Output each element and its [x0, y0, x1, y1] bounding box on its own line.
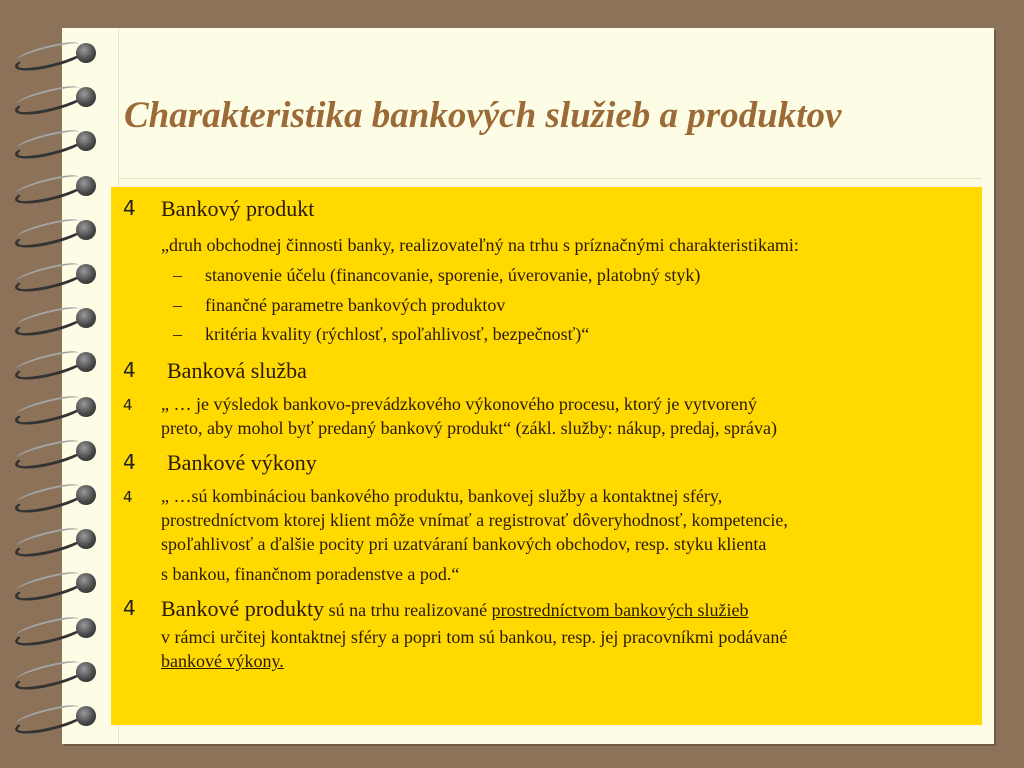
spiral-ring [6, 615, 106, 641]
sub-item-text: kritéria kvality (rýchlosť, spoľahlivosť, bezpečnosť)“ [205, 324, 590, 344]
book-icon: 4 [123, 596, 136, 620]
ring-hole [76, 43, 96, 63]
spiral-ring [6, 570, 106, 596]
ring-hole [76, 397, 96, 417]
ring-hole [76, 441, 96, 461]
book-icon: 4 [123, 396, 133, 414]
sub-item-text: finančné parametre bankových produktov [205, 295, 506, 315]
definition-text: „druh obchodnej činnosti banky, realizovateľný na trhu s príznačnými charakteristikami: [161, 235, 799, 255]
bullet-heading: Bankový produkt [161, 196, 315, 221]
ring-hole [76, 662, 96, 682]
spiral-ring [6, 173, 106, 199]
spiral-ring [6, 261, 106, 287]
book-icon: 4 [123, 196, 136, 220]
book-icon: 4 [123, 358, 136, 382]
ring-hole [76, 485, 96, 505]
ring-hole [76, 352, 96, 372]
ring-hole [76, 529, 96, 549]
book-icon: 4 [123, 488, 133, 506]
spiral-ring [6, 394, 106, 420]
ring-hole [76, 87, 96, 107]
spiral-ring [6, 217, 106, 243]
paragraph-text: sú na trhu realizované [324, 600, 492, 620]
bullet-heading: Bankové produkty [161, 596, 325, 621]
book-icon: 4 [123, 450, 136, 474]
spiral-ring [6, 40, 106, 66]
ring-hole [76, 264, 96, 284]
content-box [111, 187, 982, 725]
ring-hole [76, 220, 96, 240]
quote-line: s bankou, finančnom poradenstve a pod.“ [161, 564, 460, 584]
dash-marker: – [173, 265, 182, 285]
quote-line: „ … je výsledok bankovo-prevádzkového výkonového procesu, ktorý je vytvorený [161, 394, 757, 414]
link-bankove-vykony[interactable]: bankové výkony. [161, 651, 284, 671]
spiral-ring [6, 305, 106, 331]
bullet-paragraph [161, 596, 749, 622]
ring-hole [76, 308, 96, 328]
bullet-heading: Banková služba [167, 358, 307, 383]
spiral-ring [6, 659, 106, 685]
spiral-ring [6, 482, 106, 508]
spiral-ring [6, 128, 106, 154]
ring-hole [76, 131, 96, 151]
quote-line: prostredníctvom ktorej klient môže vnímať a registrovať dôveryhodnosť, kompetencie, [161, 510, 788, 530]
slide-title: Charakteristika bankových služieb a produktov [124, 95, 842, 136]
ring-hole [76, 573, 96, 593]
quote-line: spoľahlivosť a ďalšie pocity pri uzatváraní bankových obchodov, resp. styku klienta [161, 534, 767, 554]
quote-line: „ …sú kombináciou bankového produktu, bankovej služby a kontaktnej sféry, [161, 486, 723, 506]
ring-hole [76, 176, 96, 196]
spiral-binding [0, 0, 110, 768]
link-bankove-sluzby[interactable]: prostredníctvom bankových služieb [491, 600, 749, 620]
sub-item-text: stanovenie účelu (financovanie, sporenie, úverovanie, platobný styk) [205, 265, 701, 285]
paragraph-text: v rámci určitej kontaktnej sféry a popri tom sú bankou, resp. jej pracovníkmi podávané [161, 627, 788, 647]
ring-hole [76, 706, 96, 726]
spiral-ring [6, 84, 106, 110]
bullet-heading: Bankové výkony [167, 450, 317, 475]
spiral-ring [6, 526, 106, 552]
dash-marker: – [173, 324, 182, 344]
ring-hole [76, 618, 96, 638]
spiral-ring [6, 703, 106, 729]
dash-marker: – [173, 295, 182, 315]
title-divider [118, 178, 982, 179]
spiral-ring [6, 349, 106, 375]
spiral-ring [6, 438, 106, 464]
quote-line: preto, aby mohol byť predaný bankový produkt“ (zákl. služby: nákup, predaj, správa) [161, 418, 778, 438]
